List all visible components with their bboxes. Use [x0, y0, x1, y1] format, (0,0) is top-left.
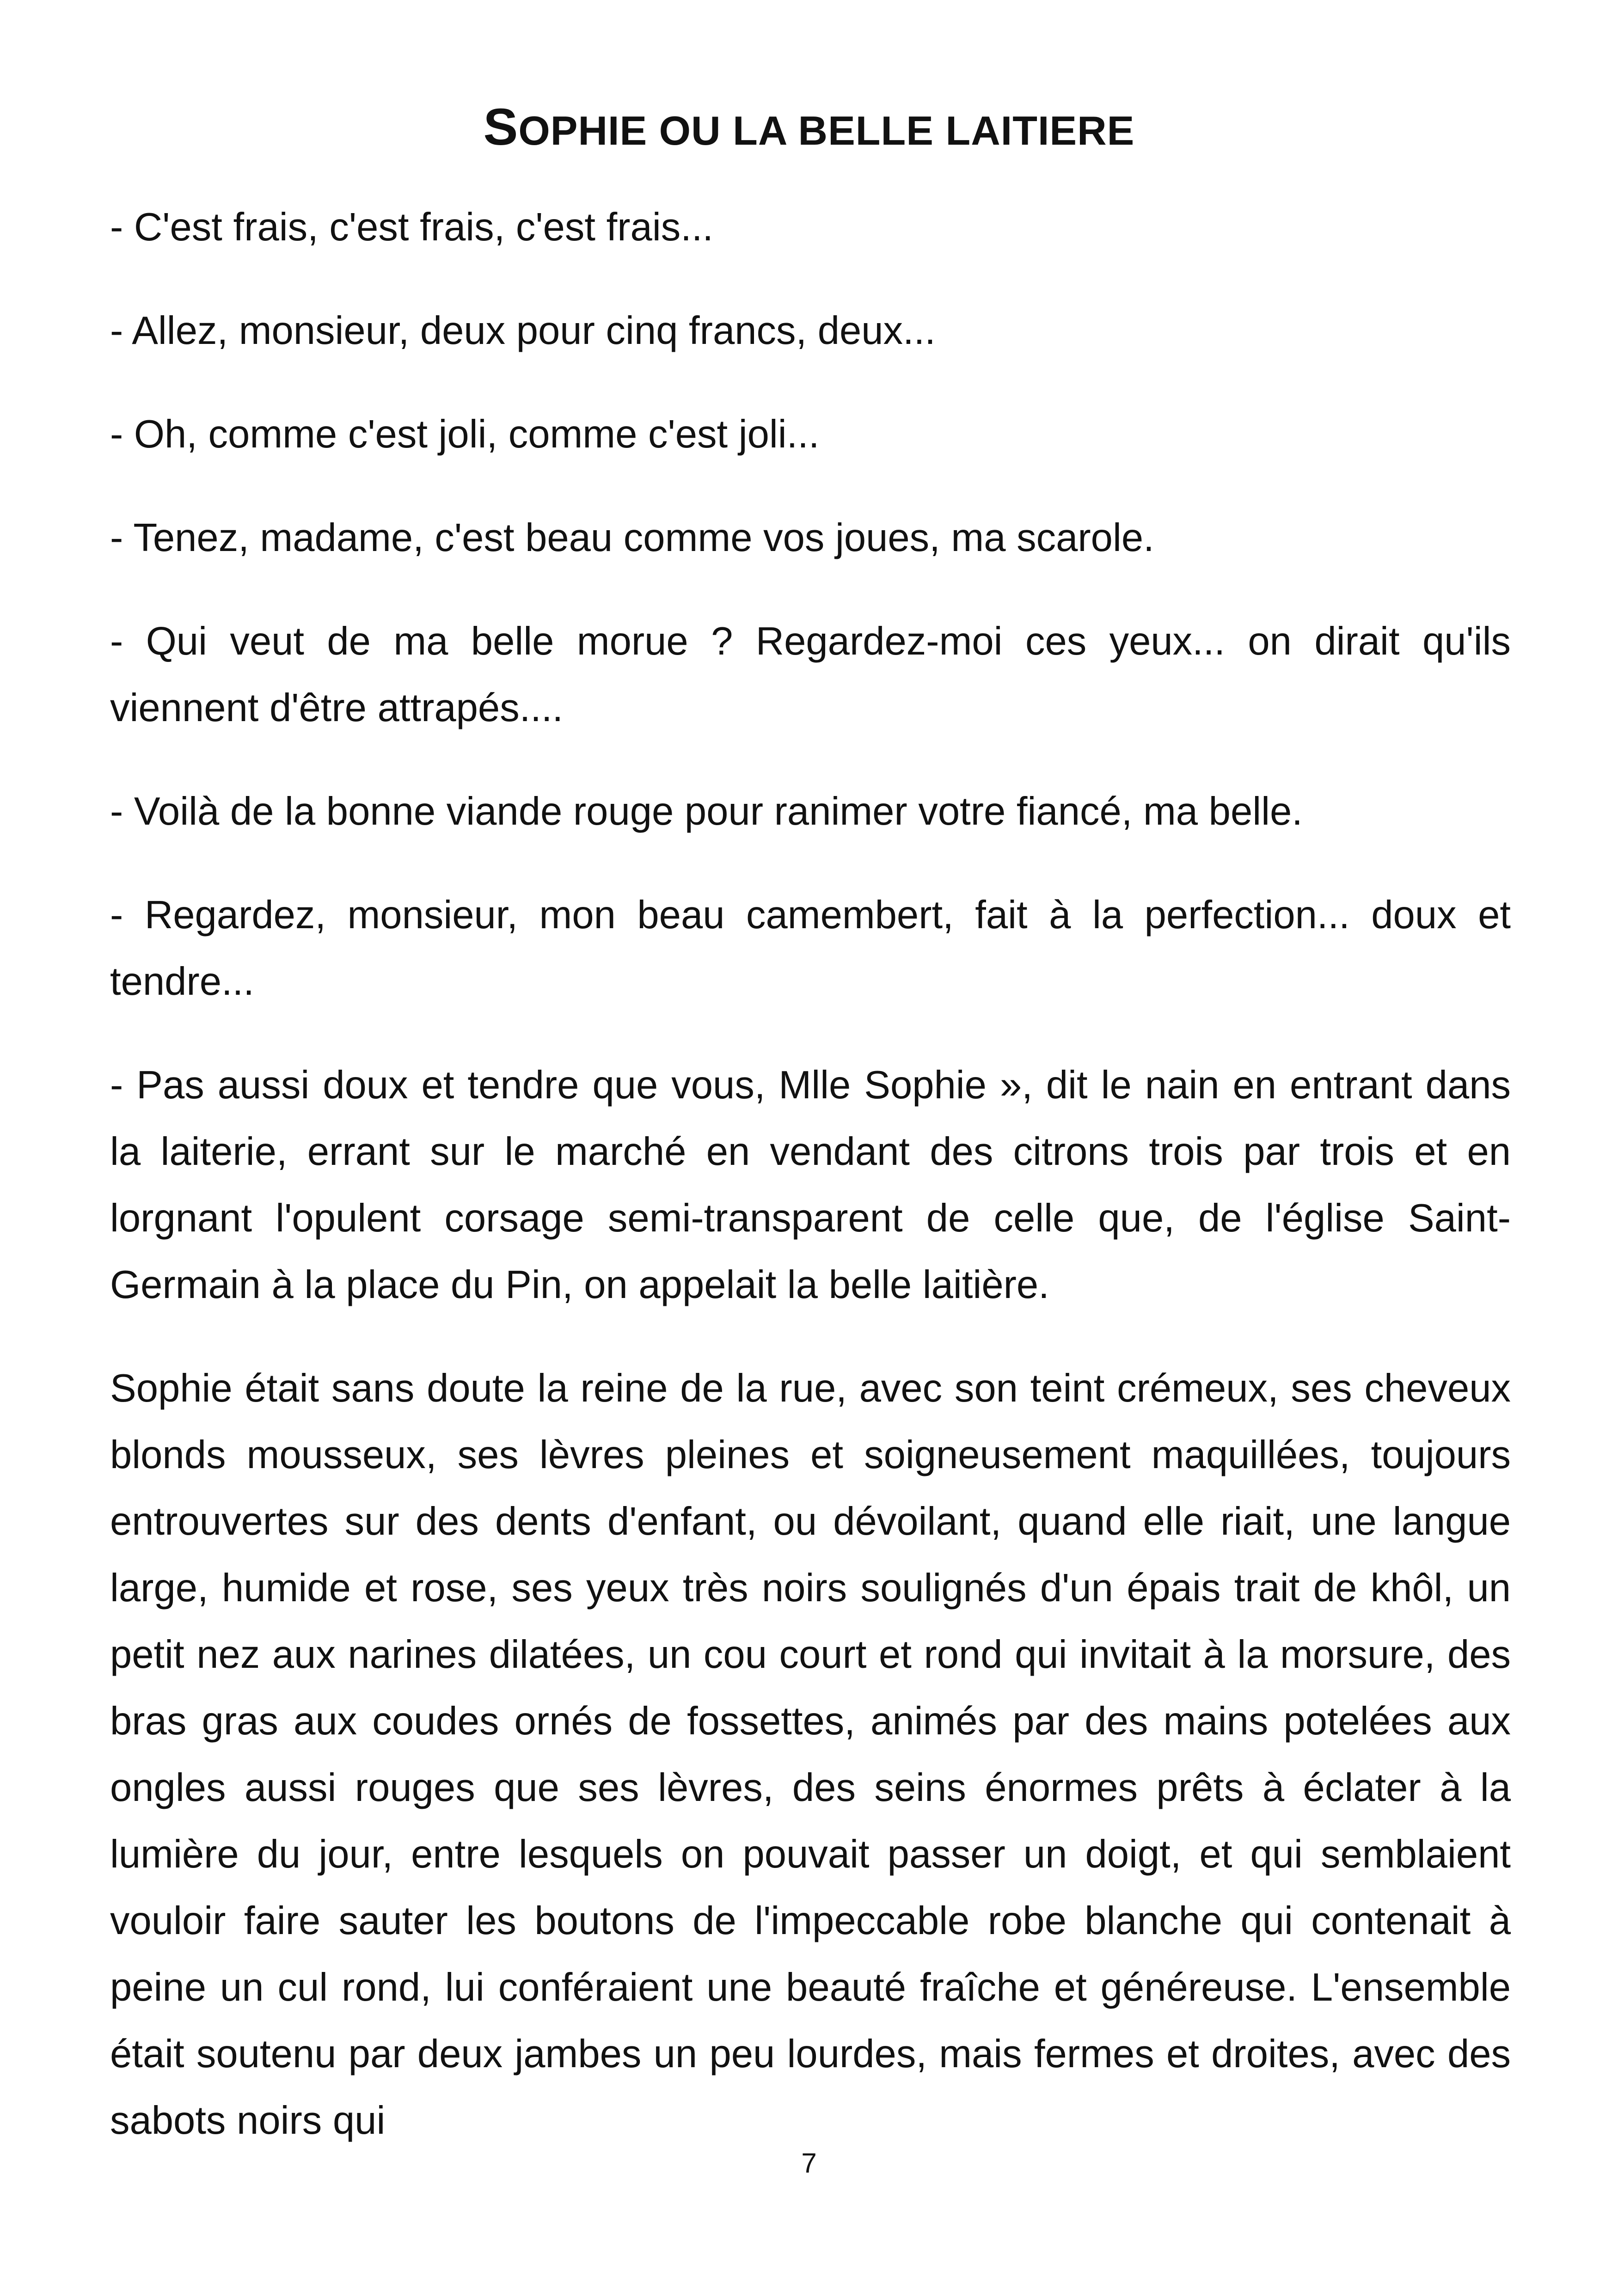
dialogue-line-2: - Allez, monsieur, deux pour cinq francs, deux... — [110, 309, 936, 353]
body-text — [110, 194, 1511, 2154]
dialogue-line-5: - Qui veut de ma belle morue ? Regardez-moi ces yeux... on dirait qu'ils viennent d'être attrapés.... — [110, 619, 1511, 730]
chapter-title — [0, 92, 1618, 165]
description-paragraph: Sophie était sans doute la reine de la rue, avec son teint crémeux, ses cheveux blonds mousseux, ses lèvres pleines et soigneusement maquillées, toujours entrouvertes sur des dents d'enfant, ou dévoilant, quand elle riait, une langue large, humide et rose, ses yeux très noirs soulignés d'un épais trait de khôl, un petit nez aux narines dilatées, un cou court et rond qui invitait à la morsure, des bras gras aux coudes ornés de fossettes, animés par des mains potelées aux ongles aussi rouges que ses lèvres, des seins énormes prêts à éclater à la lumière du jour, entre lesquels on pouvait passer un doigt, et qui semblaient vouloir faire sauter les boutons de l'impeccable robe blanche qui contenait à peine un cul rond, lui conféraient une beauté fraîche et généreuse. L'ensemble était soutenu par deux jambes un peu lourdes, mais fermes et droites, avec des sabots noirs qui — [110, 1366, 1511, 2143]
dialogue-line-3: - Oh, comme c'est joli, comme c'est joli... — [110, 412, 820, 456]
dialogue-line-4: - Tenez, madame, c'est beau comme vos joues, ma scarole. — [110, 516, 1154, 560]
title-rest: OPHIE OU LA BELLE LAITIERE — [518, 108, 1135, 153]
dialogue-line-7: - Regardez, monsieur, mon beau camembert, fait à la perfection... doux et tendre... — [110, 893, 1511, 1004]
dialogue-line-6: - Voilà de la bonne viande rouge pour ranimer votre fiancé, ma belle. — [110, 790, 1303, 833]
title-initial: S — [483, 98, 519, 156]
dialogue-line-8: - Pas aussi doux et tendre que vous, Mlle Sophie », dit le nain en entrant dans la laiterie, errant sur le marché en vendant des citrons trois par trois et en lorgnant l'opulent corsage semi-transparent de celle que, de l'église Saint-Germain à la place du Pin, on appelait la belle laitière. — [110, 1063, 1511, 1307]
page-number: 7 — [801, 2148, 817, 2179]
dialogue-line-1: - C'est frais, c'est frais, c'est frais... — [110, 205, 714, 249]
